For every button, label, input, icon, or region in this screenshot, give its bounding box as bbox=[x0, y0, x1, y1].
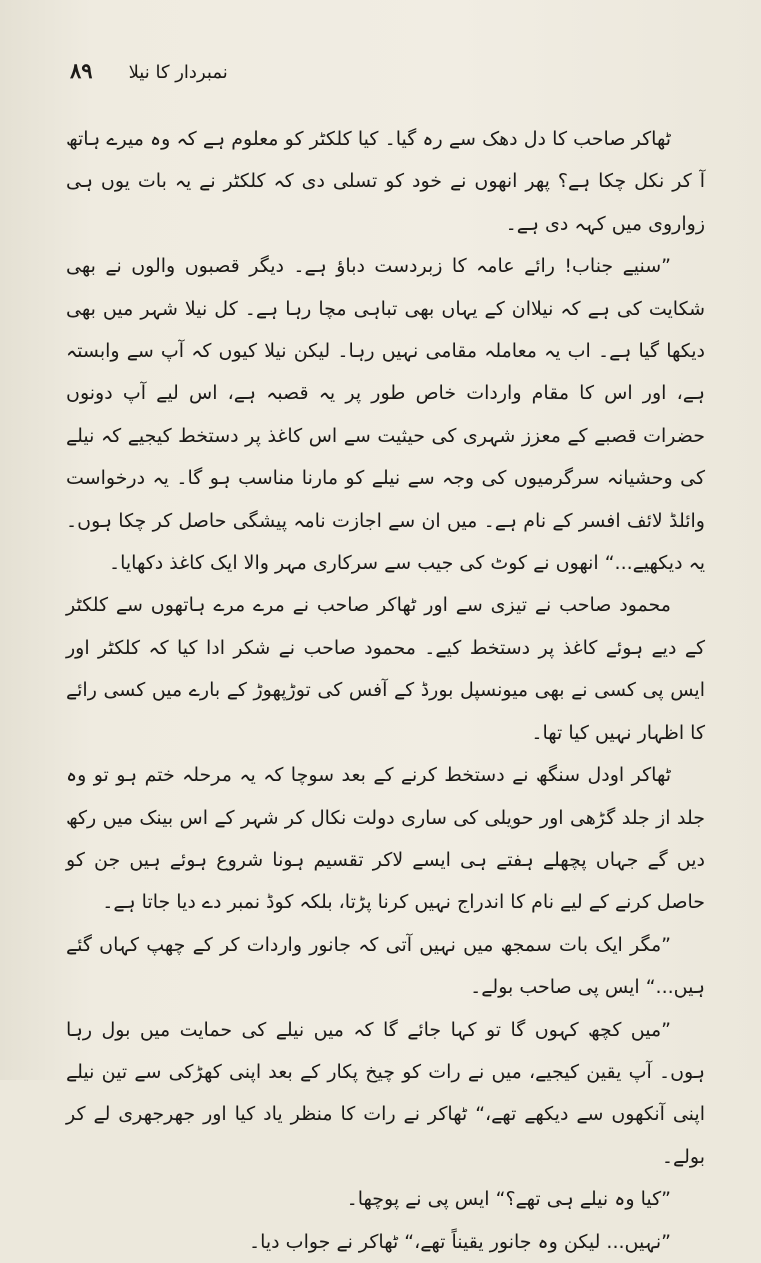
paragraph: ”کیا وہ نیلے ہی تھے؟“ ایس پی نے پوچھا۔ bbox=[346, 1188, 671, 1211]
body-text bbox=[66, 118, 705, 1263]
paragraph: محمود صاحب نے تیزی سے اور ٹھاکر صاحب نے مرے مرے ہاتھوں سے کلکٹر کے دیے ہوئے کاغذ پر دستخط کیے۔ محمود صاحب نے شکر ادا کیا کہ کلکٹر اور ایس پی کسی نے بھی میونسپل بورڈ کے آفس کی توڑپھوڑ کے بارے میں کسی رائے کا اظہار نہیں کیا تھا۔ bbox=[66, 594, 705, 744]
paragraph: ٹھاکر صاحب کا دل دھک سے رہ گیا۔ کیا کلکٹر کو معلوم ہے کہ وہ میرے ہاتھ آ کر نکل چکا ہے؟ پھر انھوں نے خود کو تسلی دی کہ کلکٹر نے یہ بات یوں ہی زواروی میں کہہ دی ہے۔ bbox=[66, 128, 705, 235]
running-head bbox=[70, 58, 691, 92]
paragraph: ”میں کچھ کہوں گا تو کہا جائے گا کہ میں نیلے کی حمایت میں بول رہا ہوں۔ آپ یقین کیجیے، میں نے رات کو چیخ پکار کے بعد اپنی کھڑکی سے تین نیلے اپنی آنکھوں سے دیکھے تھے،“ ٹھاکر نے رات کا منظر یاد کیا اور جھرجھری لے کر بولے۔ bbox=[66, 1018, 705, 1168]
paragraph: ”نہیں... لیکن وہ جانور یقیناً تھے،“ ٹھاکر نے جواب دیا۔ bbox=[248, 1230, 671, 1253]
page-number: ٨٩ bbox=[70, 58, 93, 83]
book-title: نمبردار کا نیلا bbox=[128, 62, 228, 83]
paragraph: ٹھاکر اودل سنگھ نے دستخط کرنے کے بعد سوچا کہ یہ مرحلہ ختم ہو تو وہ جلد از جلد گڑھی اور حویلی کی ساری دولت نکال کر شہر کے اس بینک میں رکھ دیں گے جہاں پچھلے ہفتے ہی ایسے لاکر تقسیم ہونا شروع ہوئے ہیں جن کو حاصل کرنے کے لیے نام کا اندراج نہیں کرنا پڑتا، بلکہ کوڈ نمبر دے دیا جاتا ہے۔ bbox=[66, 764, 705, 914]
paragraph: ”مگر ایک بات سمجھ میں نہیں آتی کہ جانور واردات کر کے چھپ کہاں گئے ہیں...“ ایس پی صاحب بولے۔ bbox=[66, 933, 705, 999]
paragraph: ”سنیے جناب! رائے عامہ کا زبردست دباؤ ہے۔ دیگر قصبوں والوں نے بھی شکایت کی ہے کہ نیلاان کے یہاں بھی تباہی مچا رہا ہے۔ کل نیلا شہر میں بھی دیکھا گیا ہے۔ اب یہ معاملہ مقامی نہیں رہا۔ لیکن نیلا کیوں کہ آپ سے وابستہ ہے، اور اس کا مقام واردات خاص طور پر یہ قصبہ ہے، اس لیے آپ دونوں حضرات قصبے کے معزز شہری کی حیثیت سے اس کاغذ پر دستخط کیجیے کہ نیلے کی وحشیانہ سرگرمیوں کی وجہ سے نیلے کو مارنا مناسب ہو گا۔ یہ درخواست وائلڈ لائف افسر کے نام ہے۔ میں ان سے اجازت نامہ پیشگی حاصل کر چکا ہوں۔ یہ دیکھیے...“ انھوں نے کوٹ کی جیب سے سرکاری مہر والا ایک کاغذ دکھایا۔ bbox=[66, 255, 705, 575]
